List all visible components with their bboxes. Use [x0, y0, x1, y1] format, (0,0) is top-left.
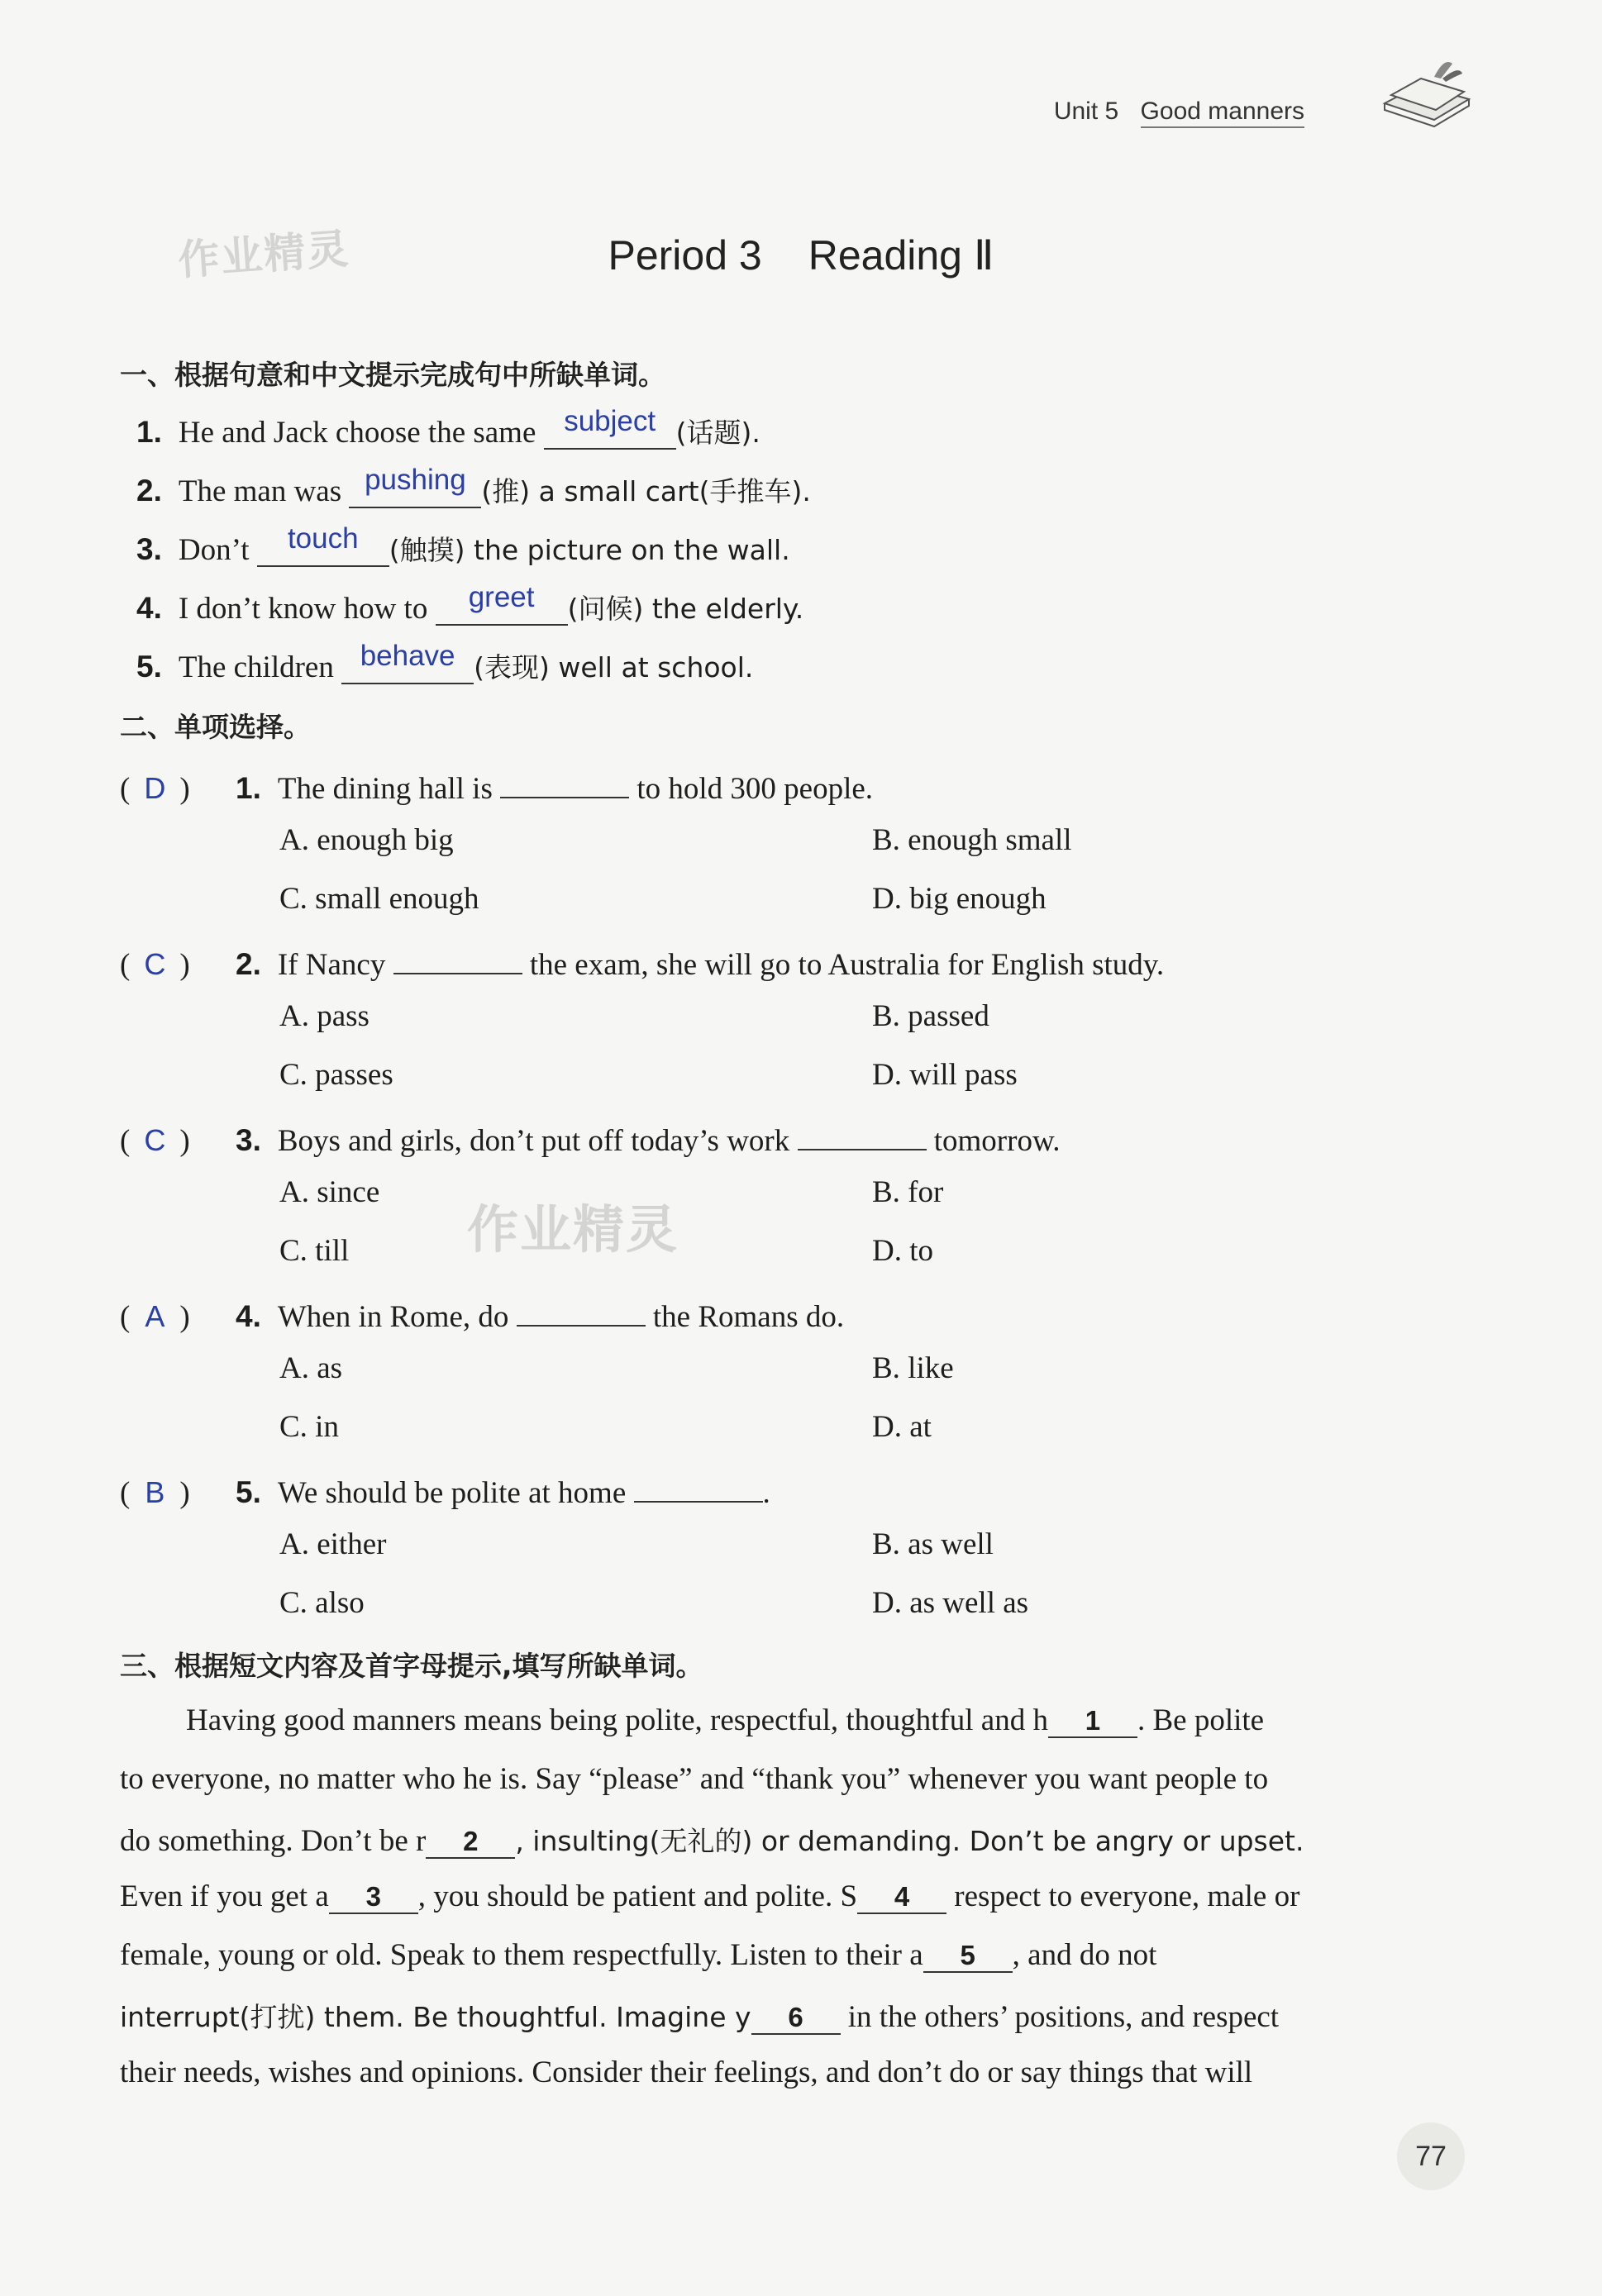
option[interactable]: A. since — [279, 1175, 380, 1209]
answer-choice[interactable]: C — [144, 947, 166, 981]
passage-line: their needs, wishes and opinions. Consider their feelings, and don’t do or say things that will — [120, 2055, 1253, 2089]
page-number: 77 — [1397, 2122, 1465, 2190]
option[interactable]: D. to — [872, 1234, 933, 1268]
option[interactable]: C. in — [279, 1410, 339, 1444]
passage-blank[interactable]: 4 — [857, 1881, 946, 1914]
question-blank — [517, 1292, 646, 1327]
watermark-center: 作业精灵 — [467, 1199, 679, 1260]
answer-choice[interactable]: D — [144, 771, 166, 805]
answer-blank[interactable]: touch — [257, 532, 389, 567]
running-header — [1054, 98, 1304, 126]
passage-line: to everyone, no matter who he is. Say “please” and “thank you” whenever you want people to — [120, 1762, 1269, 1796]
option[interactable]: B. enough small — [872, 823, 1072, 857]
mc-question: ( B ) 5. We should be polite at home . — [120, 1468, 770, 1511]
fill-item: 2. The man was pushing (推) a small cart(手推车). — [136, 464, 811, 508]
fill-item: 3. Don’t touch (触摸) the picture on the wall. — [136, 522, 790, 567]
section3-heading: 三、根据短文内容及首字母提示,填写所缺单词。 — [120, 1650, 703, 1682]
option[interactable]: D. as well as — [872, 1586, 1029, 1620]
option[interactable]: C. passes — [279, 1058, 393, 1092]
answer-choice[interactable]: B — [145, 1475, 165, 1509]
answer-blank[interactable]: greet — [436, 591, 568, 626]
fill-item: 5. The children behave (表现) well at school. — [136, 640, 754, 684]
answer-blank[interactable]: subject — [544, 415, 676, 450]
section1-heading: 一、根据句意和中文提示完成句中所缺单词。 — [120, 359, 665, 391]
fill-item: 1. He and Jack choose the same subject (话题). — [136, 405, 760, 450]
option[interactable]: D. will pass — [872, 1058, 1018, 1092]
passage-line: Even if you get a 3 , you should be patient and polite. S 4 respect to everyone, male or — [120, 1879, 1300, 1913]
option[interactable]: A. either — [279, 1527, 387, 1561]
option[interactable]: A. as — [279, 1351, 343, 1385]
option[interactable]: C. till — [279, 1234, 350, 1268]
passage-line: do something. Don’t be r 2 , insulting(无礼的) or demanding. Don’t be angry or upset. — [120, 1824, 1304, 1858]
section-label: Reading Ⅱ — [808, 232, 994, 279]
option[interactable]: B. as well — [872, 1527, 994, 1561]
period-label: Period 3 — [608, 232, 762, 279]
mc-question: ( C ) 2. If Nancy the exam, she will go to Australia for English study. — [120, 940, 1164, 983]
option[interactable]: B. like — [872, 1351, 954, 1385]
question-blank — [393, 940, 522, 974]
passage-line: Having good manners means being polite, respectful, thoughtful and h 1 . Be polite — [186, 1703, 1265, 1737]
option[interactable]: D. at — [872, 1410, 932, 1444]
mc-question: ( A ) 4. When in Rome, do the Romans do. — [120, 1292, 844, 1335]
passage-blank[interactable]: 1 — [1048, 1705, 1137, 1738]
passage-blank[interactable]: 2 — [426, 1826, 515, 1859]
page-title — [0, 231, 1602, 279]
books-icon — [1376, 54, 1476, 136]
passage-line: female, young or old. Speak to them respectfully. Listen to their a 5 , and do not — [120, 1938, 1157, 1972]
mc-question: ( D ) 1. The dining hall is to hold 300 people. — [120, 764, 873, 807]
passage-line: interrupt(打扰) them. Be thoughtful. Imagine y 6 in the others’ positions, and respect — [120, 2000, 1280, 2034]
option[interactable]: B. passed — [872, 999, 989, 1033]
unit-label: Unit 5 — [1053, 98, 1119, 125]
option[interactable]: C. small enough — [279, 882, 479, 916]
mc-question: ( C ) 3. Boys and girls, don’t put off today’s work tomorrow. — [120, 1116, 1061, 1159]
option[interactable]: D. big enough — [872, 882, 1047, 916]
section2-heading: 二、单项选择。 — [120, 711, 311, 743]
question-blank — [798, 1116, 927, 1150]
passage-blank[interactable]: 6 — [751, 2002, 841, 2035]
question-blank — [634, 1468, 763, 1503]
option[interactable]: B. for — [872, 1175, 944, 1209]
answer-choice[interactable]: A — [145, 1299, 165, 1333]
option[interactable]: C. also — [279, 1586, 365, 1620]
unit-topic: Good manners — [1141, 98, 1304, 128]
answer-blank[interactable]: behave — [341, 650, 474, 684]
question-blank — [500, 764, 629, 798]
option[interactable]: A. pass — [279, 999, 370, 1033]
answer-choice[interactable]: C — [144, 1123, 166, 1157]
passage-blank[interactable]: 3 — [329, 1881, 418, 1914]
watermark-logo: 作业精灵 — [176, 224, 352, 285]
fill-item: 4. I don’t know how to greet (问候) the elderly. — [136, 581, 804, 626]
answer-blank[interactable]: pushing — [349, 474, 481, 508]
passage-blank[interactable]: 5 — [923, 1940, 1013, 1973]
option[interactable]: A. enough big — [279, 823, 454, 857]
